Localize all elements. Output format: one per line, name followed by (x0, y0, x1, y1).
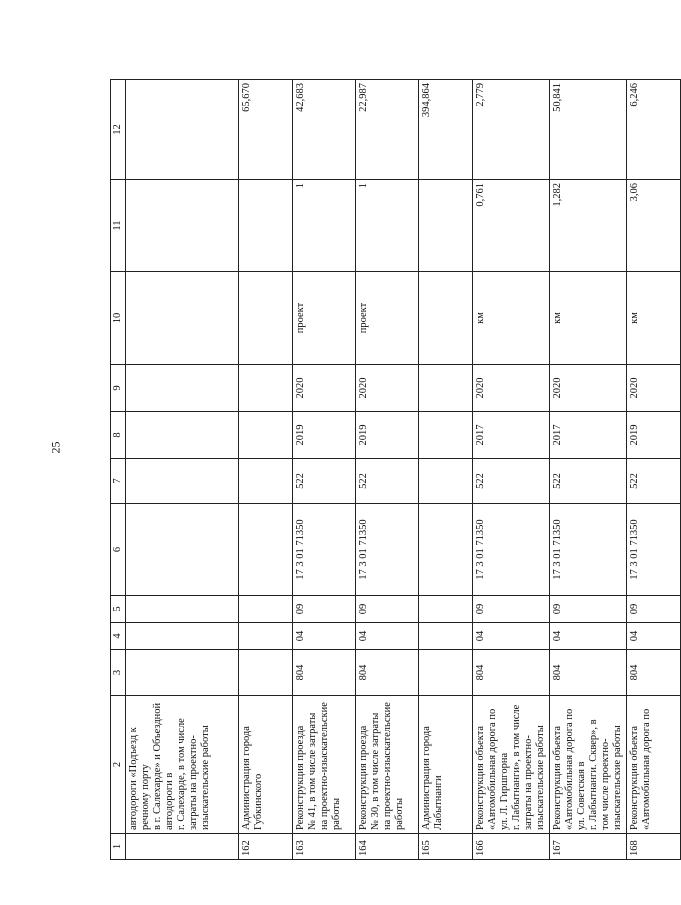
column-header: 2 (111, 696, 126, 834)
amount-cell: 6,246 (627, 80, 681, 180)
start-year-cell: 2017 (473, 412, 550, 459)
table-row (473, 80, 550, 860)
end-year-cell: 2020 (293, 365, 356, 412)
item-name-cell: Администрация города Лабытнанги (419, 696, 473, 834)
end-year-cell: 2020 (550, 365, 627, 412)
code-section-cell: 04 (293, 623, 356, 650)
header-row (111, 80, 126, 860)
capacity-cell: 1,282 (550, 180, 627, 272)
code-ministry-cell (239, 650, 293, 696)
code-subsection-cell: 09 (293, 596, 356, 623)
code-target-cell: 17 3 01 71350 (356, 504, 419, 596)
amount-cell: 65,670 (239, 80, 293, 180)
row-number-cell (126, 834, 239, 860)
item-name-cell: Администрация города Губкинского (239, 696, 293, 834)
column-header: 5 (111, 596, 126, 623)
row-number-cell: 164 (356, 834, 419, 860)
code-ministry-cell: 804 (627, 650, 681, 696)
start-year-cell (126, 412, 239, 459)
code-section-cell: 04 (473, 623, 550, 650)
capacity-cell (419, 180, 473, 272)
amount-cell: 50,841 (550, 80, 627, 180)
unit-cell: км (627, 272, 681, 365)
capacity-cell (126, 180, 239, 272)
code-section-cell (239, 623, 293, 650)
end-year-cell: 2020 (473, 365, 550, 412)
code-expense-type-cell: 522 (293, 459, 356, 504)
table-row (356, 80, 419, 860)
unit-cell: проект (356, 272, 419, 365)
table-row (419, 80, 473, 860)
capacity-cell: 1 (293, 180, 356, 272)
row-number-cell: 165 (419, 834, 473, 860)
code-subsection-cell (419, 596, 473, 623)
code-target-cell (239, 504, 293, 596)
code-expense-type-cell: 522 (356, 459, 419, 504)
code-target-cell (126, 504, 239, 596)
code-subsection-cell (239, 596, 293, 623)
row-number-cell: 163 (293, 834, 356, 860)
end-year-cell (126, 365, 239, 412)
code-section-cell: 04 (356, 623, 419, 650)
code-expense-type-cell (126, 459, 239, 504)
code-target-cell (419, 504, 473, 596)
code-target-cell: 17 3 01 71350 (627, 504, 681, 596)
column-header: 8 (111, 412, 126, 459)
rotated-table-container (110, 80, 652, 860)
unit-cell (419, 272, 473, 365)
unit-cell: км (550, 272, 627, 365)
code-ministry-cell: 804 (293, 650, 356, 696)
table-row (293, 80, 356, 860)
item-name-cell: Реконструкция объекта «Автомобильная дорога по ул. Советская в г. Лабытнанги. Сквер», в том числе проектно- изыскательские работы (550, 696, 627, 834)
end-year-cell: 2020 (627, 365, 681, 412)
item-name-cell: Реконструкция проезда № 41, в том числе затраты на проектно-изыскательские работы (293, 696, 356, 834)
table-row (239, 80, 293, 860)
code-section-cell (419, 623, 473, 650)
start-year-cell: 2019 (293, 412, 356, 459)
column-header: 12 (111, 80, 126, 180)
code-subsection-cell (126, 596, 239, 623)
item-name-cell: Реконструкция объекта «Автомобильная дорога по ул. Л. Гиршгорна г. Лабытнанги», в том числе затраты на проектно- изыскательские работы (473, 696, 550, 834)
end-year-cell (239, 365, 293, 412)
row-number-cell: 167 (550, 834, 627, 860)
item-name-cell: автодороги «Подъезд к речному порту в г. Салехарде» и Объездной автодороги в г. Салехарде, в том числе затраты на проектно- изыскательские работы (126, 696, 239, 834)
column-header: 7 (111, 459, 126, 504)
code-subsection-cell: 09 (356, 596, 419, 623)
amount-cell (126, 80, 239, 180)
start-year-cell (419, 412, 473, 459)
unit-cell: проект (293, 272, 356, 365)
item-name-cell: Реконструкция проезда № 30, в том числе затраты на проектно-изыскательские работы (356, 696, 419, 834)
row-number-cell: 162 (239, 834, 293, 860)
code-ministry-cell: 804 (473, 650, 550, 696)
column-header: 4 (111, 623, 126, 650)
code-expense-type-cell: 522 (550, 459, 627, 504)
column-header: 11 (111, 180, 126, 272)
code-target-cell: 17 3 01 71350 (473, 504, 550, 596)
column-header: 1 (111, 834, 126, 860)
row-number-cell: 166 (473, 834, 550, 860)
start-year-cell: 2017 (550, 412, 627, 459)
code-subsection-cell: 09 (627, 596, 681, 623)
code-section-cell (126, 623, 239, 650)
end-year-cell: 2020 (356, 365, 419, 412)
unit-cell (126, 272, 239, 365)
table-row (627, 80, 681, 860)
capacity-cell (239, 180, 293, 272)
code-subsection-cell: 09 (473, 596, 550, 623)
table-row (550, 80, 627, 860)
code-ministry-cell (126, 650, 239, 696)
column-header: 6 (111, 504, 126, 596)
item-name-cell: Реконструкция объекта «Автомобильная дорога по (627, 696, 681, 834)
code-expense-type-cell: 522 (473, 459, 550, 504)
code-section-cell: 04 (627, 623, 681, 650)
code-section-cell: 04 (550, 623, 627, 650)
code-subsection-cell: 09 (550, 596, 627, 623)
column-header: 10 (111, 272, 126, 365)
code-expense-type-cell (419, 459, 473, 504)
start-year-cell: 2019 (627, 412, 681, 459)
unit-cell (239, 272, 293, 365)
code-expense-type-cell: 522 (627, 459, 681, 504)
page-number: 25 (48, 441, 63, 454)
amount-cell: 42,683 (293, 80, 356, 180)
amount-cell: 22,987 (356, 80, 419, 180)
code-ministry-cell: 804 (356, 650, 419, 696)
capacity-cell: 1 (356, 180, 419, 272)
end-year-cell (419, 365, 473, 412)
code-target-cell: 17 3 01 71350 (293, 504, 356, 596)
budget-table (110, 79, 681, 860)
code-ministry-cell: 804 (550, 650, 627, 696)
code-expense-type-cell (239, 459, 293, 504)
start-year-cell: 2019 (356, 412, 419, 459)
column-header: 9 (111, 365, 126, 412)
row-number-cell: 168 (627, 834, 681, 860)
amount-cell: 2,779 (473, 80, 550, 180)
capacity-cell: 3,06 (627, 180, 681, 272)
code-target-cell: 17 3 01 71350 (550, 504, 627, 596)
amount-cell: 394,864 (419, 80, 473, 180)
start-year-cell (239, 412, 293, 459)
column-header: 3 (111, 650, 126, 696)
unit-cell: км (473, 272, 550, 365)
table-row (126, 80, 239, 860)
code-ministry-cell (419, 650, 473, 696)
capacity-cell: 0,761 (473, 180, 550, 272)
